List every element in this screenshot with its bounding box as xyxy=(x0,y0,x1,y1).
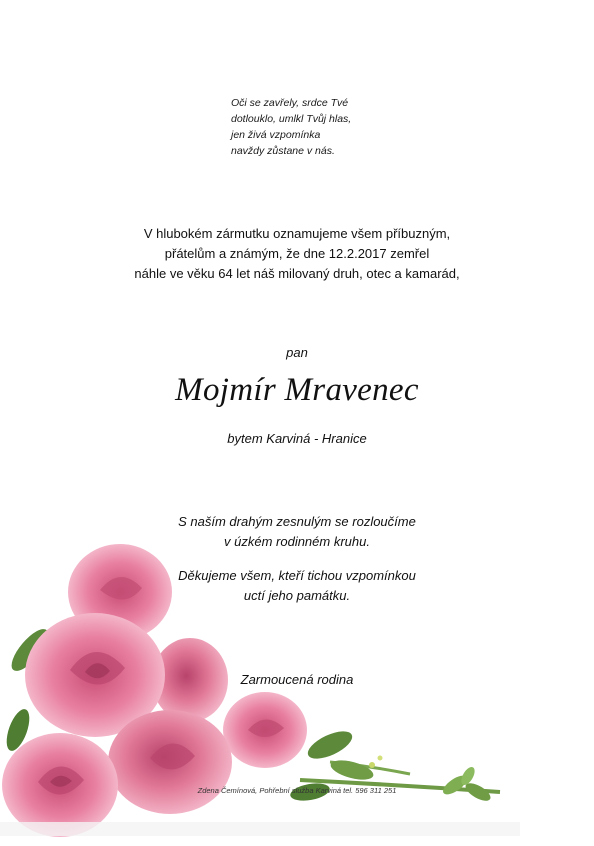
poem-line: Oči se zavřely, srdce Tvé xyxy=(231,97,349,109)
farewell-line: v úzkém rodinném kruhu. xyxy=(224,534,370,549)
memorial-poem xyxy=(231,95,431,159)
poem-line: jen živá vzpomínka xyxy=(231,129,321,141)
announcement-line: přátelům a známým, že dne 12.2.2017 zemřel xyxy=(164,246,430,261)
family-signature: Zarmoucená rodina xyxy=(240,672,354,687)
residence-text: bytem Karviná - Hranice xyxy=(227,431,367,446)
farewell-notice xyxy=(0,512,594,552)
announcement-line: náhle ve věku 64 let náš milovaný druh, otec a kamarád, xyxy=(134,266,460,281)
poem-line: dotlouklo, umlkl Tvůj hlas, xyxy=(231,113,352,125)
thanks-notice xyxy=(0,566,594,606)
announcement-line: V hlubokém zármutku oznamujeme všem příbuzným, xyxy=(143,226,451,241)
death-announcement xyxy=(0,224,594,284)
thanks-line: Děkujeme všem, kteří tichou vzpomínkou xyxy=(178,568,416,583)
deceased-name: Mojmír Mravenec xyxy=(175,372,419,408)
funeral-service-footer: Zdena Čemínová, Pohřební služba Karviná tel. 596 311 251 xyxy=(197,786,397,795)
poem-line: navždy zůstane v nás. xyxy=(231,145,335,157)
farewell-line: S naším drahým zesnulým se rozloučíme xyxy=(178,514,416,529)
honorific: pan xyxy=(286,345,308,360)
thanks-line: uctí jeho památku. xyxy=(243,588,351,603)
